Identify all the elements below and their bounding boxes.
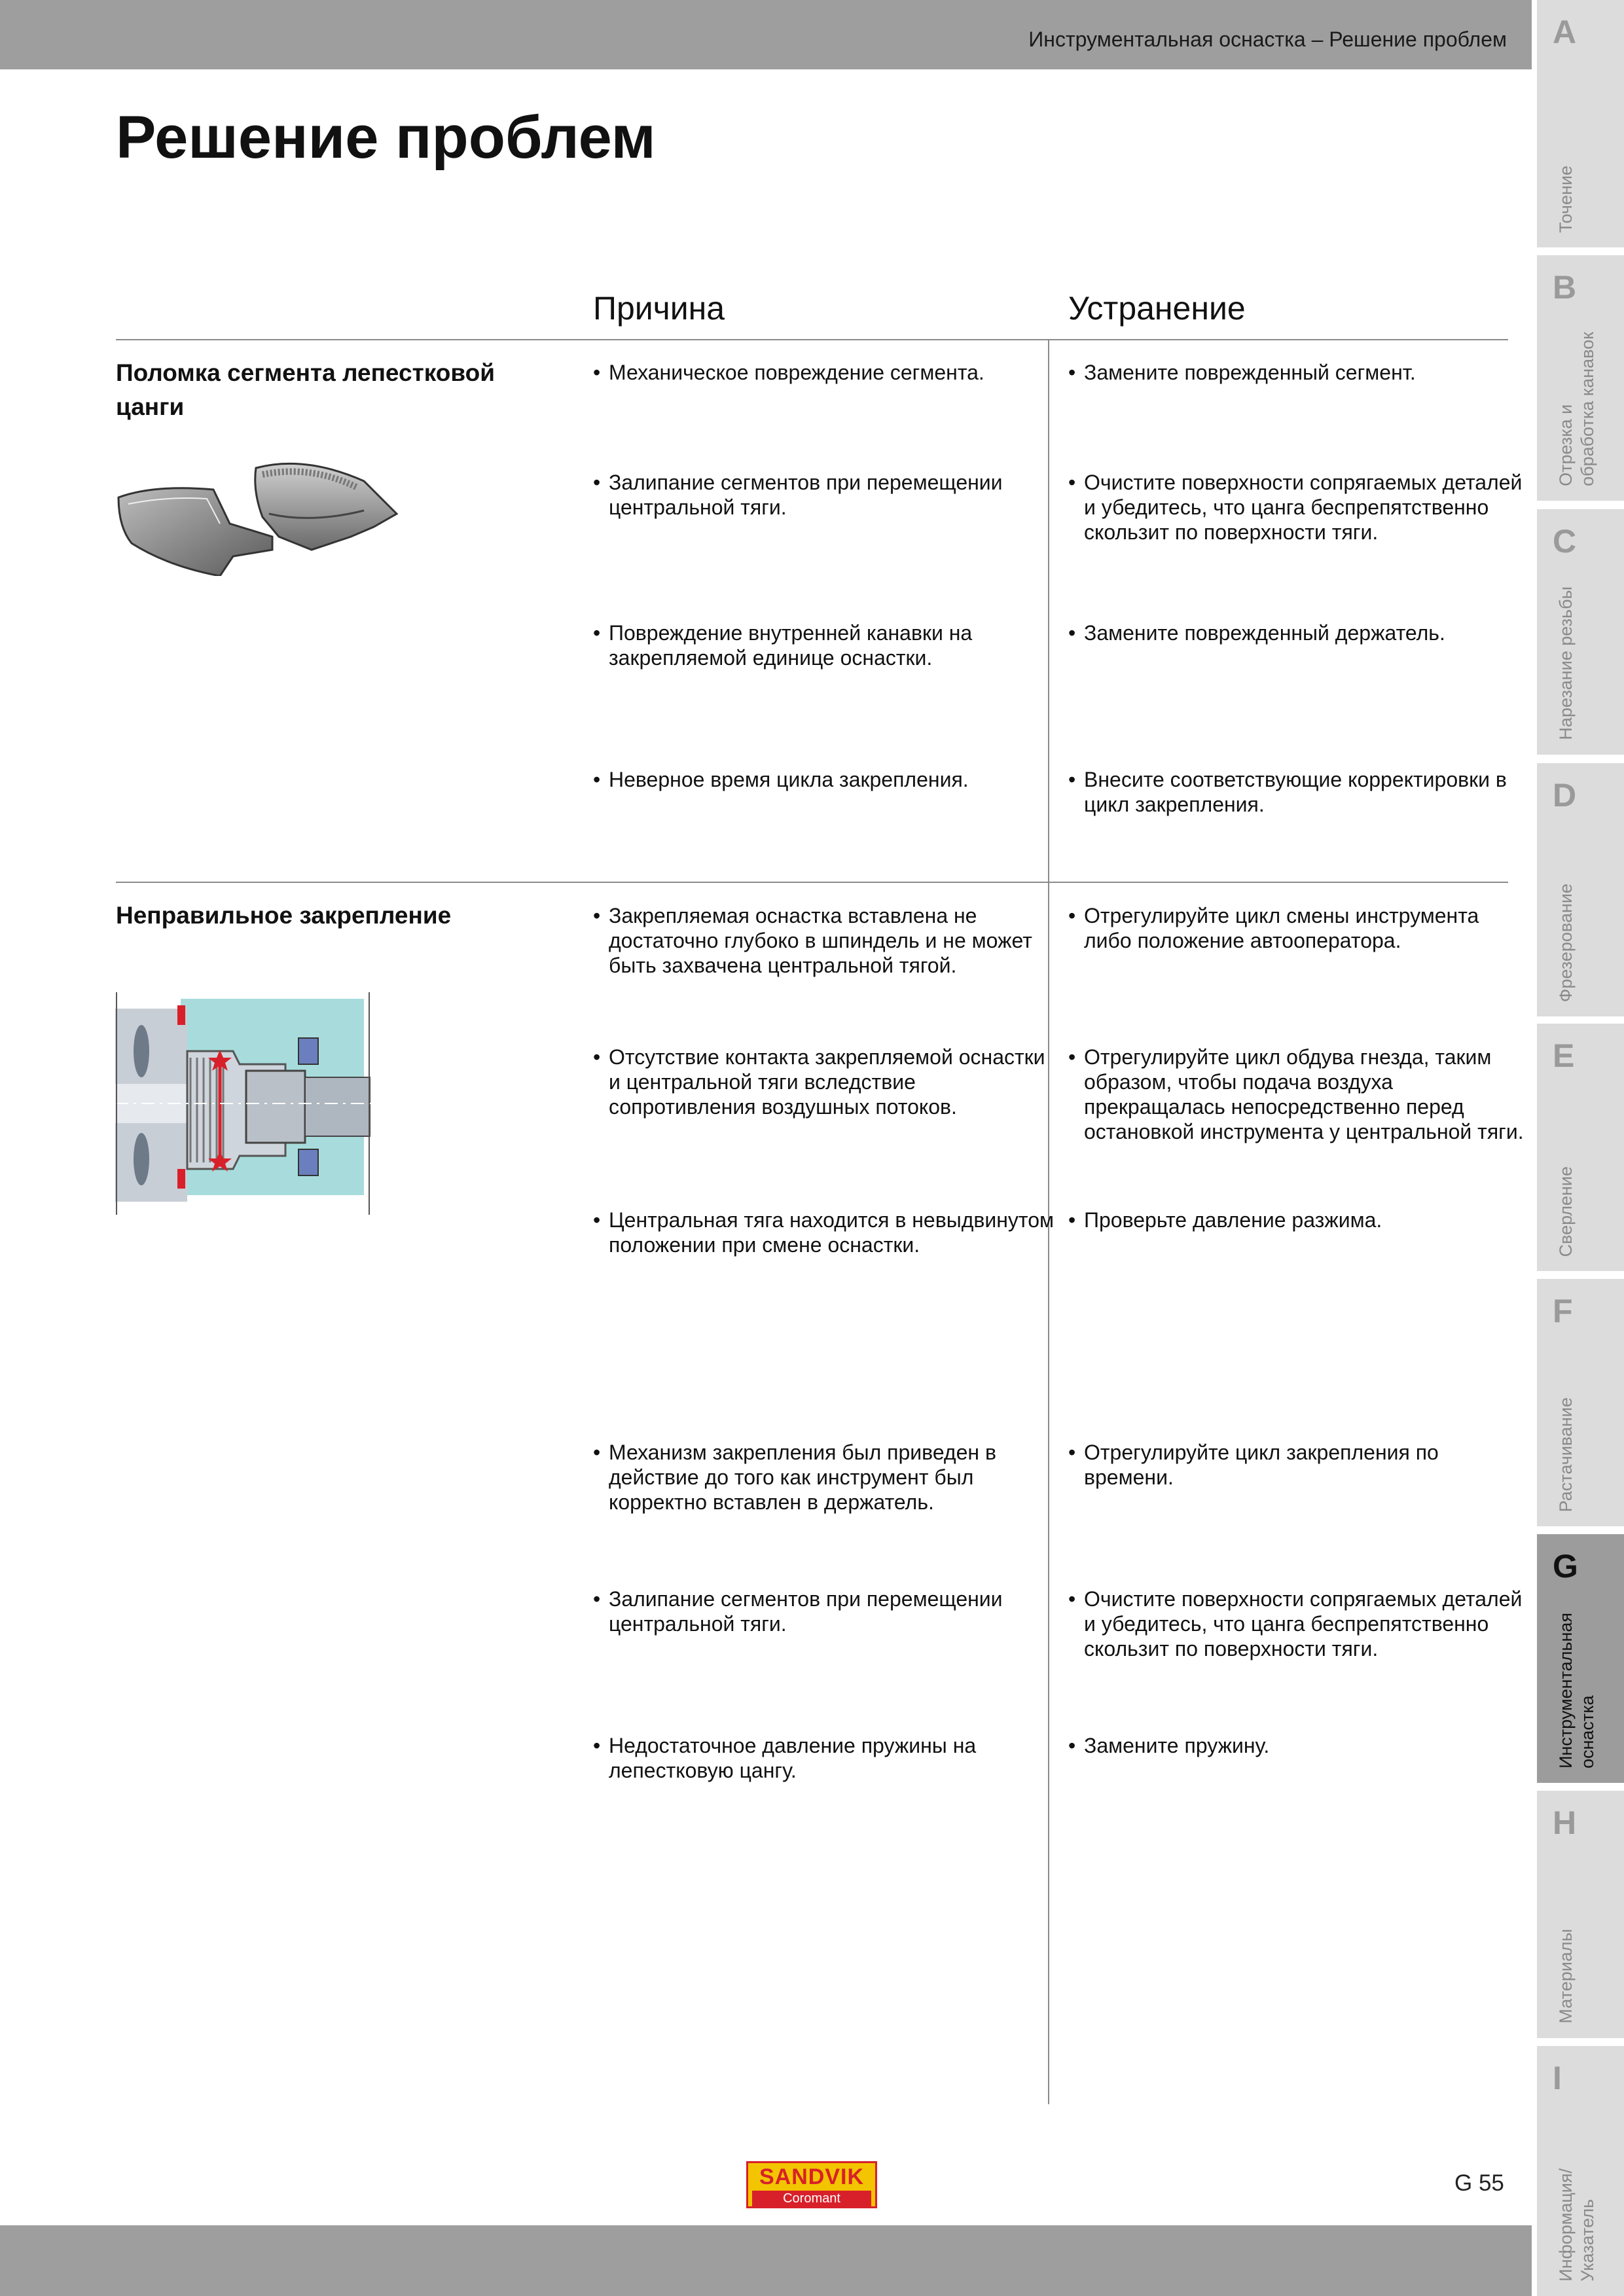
section-tabs (1537, 0, 1624, 2296)
tab-letter: I (1553, 2060, 1562, 2096)
cause-text: • Повреждение внутренней канавки на закрепляемой единице оснастки. (593, 620, 1054, 670)
tab-a[interactable] (1537, 0, 1624, 247)
column-header-fix: Устранение (1068, 290, 1246, 327)
tab-g[interactable] (1537, 1534, 1624, 1783)
tab-label: Отрезка и обработка канавок (1556, 332, 1597, 486)
fix-text: • Отрегулируйте цикл закрепления по времени. (1068, 1440, 1529, 1490)
tab-e[interactable] (1537, 1024, 1624, 1271)
tab-label: Нарезание резьбы (1556, 586, 1576, 740)
tab-letter: H (1553, 1804, 1577, 1841)
tab-letter: C (1553, 523, 1577, 560)
sandvik-coromant-logo: SANDVIK Coromant (746, 2161, 877, 2208)
tab-label: Материалы (1556, 1929, 1576, 2024)
tab-h[interactable] (1537, 1791, 1624, 2038)
fix-text: • Проверьте давление разжима. (1068, 1208, 1529, 1232)
cause-text: • Отсутствие контакта закрепляемой оснастки и центральной тяги вследствие сопротивления воздушных потоков. (593, 1045, 1054, 1119)
cause-text: • Залипание сегментов при перемещении центральной тяги. (593, 470, 1054, 520)
fix-text: • Отрегулируйте цикл смены инструмента либо положение автооператора. (1068, 903, 1529, 953)
tab-label: Сверление (1556, 1166, 1576, 1257)
fix-text: • Очистите поверхности сопрягаемых деталей и убедитесь, что цанга беспрепятственно скользит по поверхности тяги. (1068, 1587, 1529, 1661)
cause-text: • Закрепляемая оснастка вставлена не достаточно глубоко в шпиндель и не может быть захвачена центральной тягой. (593, 903, 1054, 978)
fix-text: • Замените пружину. (1068, 1733, 1529, 1758)
fix-text: • Замените поврежденный сегмент. (1068, 360, 1529, 385)
page-number: G 55 (1454, 2170, 1504, 2196)
table-header-rule (116, 339, 1508, 340)
cause-text: • Залипание сегментов при перемещении центральной тяги. (593, 1587, 1054, 1636)
cause-text: • Недостаточное давление пружины на лепестковую цангу. (593, 1733, 1054, 1783)
tab-letter: F (1553, 1293, 1573, 1329)
tab-letter: B (1553, 269, 1577, 306)
spindle-section-image (115, 992, 370, 1215)
fix-text: • Отрегулируйте цикл обдува гнезда, таким образом, чтобы подача воздуха прекращалась непосредственно перед остановкой инструмента у центральной тяги. (1068, 1045, 1529, 1144)
tab-label: Инструментальная оснастка (1556, 1612, 1597, 1768)
bottom-footer-bar (0, 2225, 1532, 2296)
problem-title: Неправильное закрепление (116, 902, 452, 929)
header-section-title: Инструментальная оснастка – Решение проблем (1028, 27, 1507, 51)
column-header-cause: Причина (593, 290, 725, 327)
cause-text: • Механизм закрепления был приведен в действие до того как инструмент был корректно вставлен в держатель. (593, 1440, 1054, 1515)
tab-d[interactable] (1537, 763, 1624, 1016)
top-header-bar (0, 0, 1532, 69)
tab-letter: A (1553, 14, 1577, 50)
page-title: Решение проблем (116, 104, 656, 171)
tab-label: Точение (1556, 166, 1576, 233)
tab-f[interactable] (1537, 1279, 1624, 1526)
tab-label: Растачивание (1556, 1397, 1576, 1512)
tab-i[interactable] (1537, 2046, 1624, 2296)
collet-segment-image (115, 452, 403, 576)
tab-letter: G (1553, 1548, 1578, 1585)
problem-title: Поломка сегмента лепестковой цанги (116, 359, 495, 420)
tab-c[interactable] (1537, 509, 1624, 755)
section-divider (116, 882, 1508, 883)
fix-text: • Очистите поверхности сопрягаемых деталей и убедитесь, что цанга беспрепятственно скользит по поверхности тяги. (1068, 470, 1529, 545)
fix-text: • Замените поврежденный держатель. (1068, 620, 1529, 645)
tab-letter: E (1553, 1037, 1575, 1074)
tab-letter: D (1553, 777, 1577, 814)
tab-label: Фрезерование (1556, 883, 1576, 1002)
tab-b[interactable] (1537, 255, 1624, 501)
tab-label: Информация/ Указатель (1556, 2168, 1597, 2282)
fix-text: • Внесите соответствующие корректировки в цикл закрепления. (1068, 767, 1529, 817)
cause-text: • Неверное время цикла закрепления. (593, 767, 1054, 792)
cause-text: • Центральная тяга находится в невыдвинутом положении при смене оснастки. (593, 1208, 1054, 1257)
cause-text: • Механическое повреждение сегмента. (593, 360, 1054, 385)
